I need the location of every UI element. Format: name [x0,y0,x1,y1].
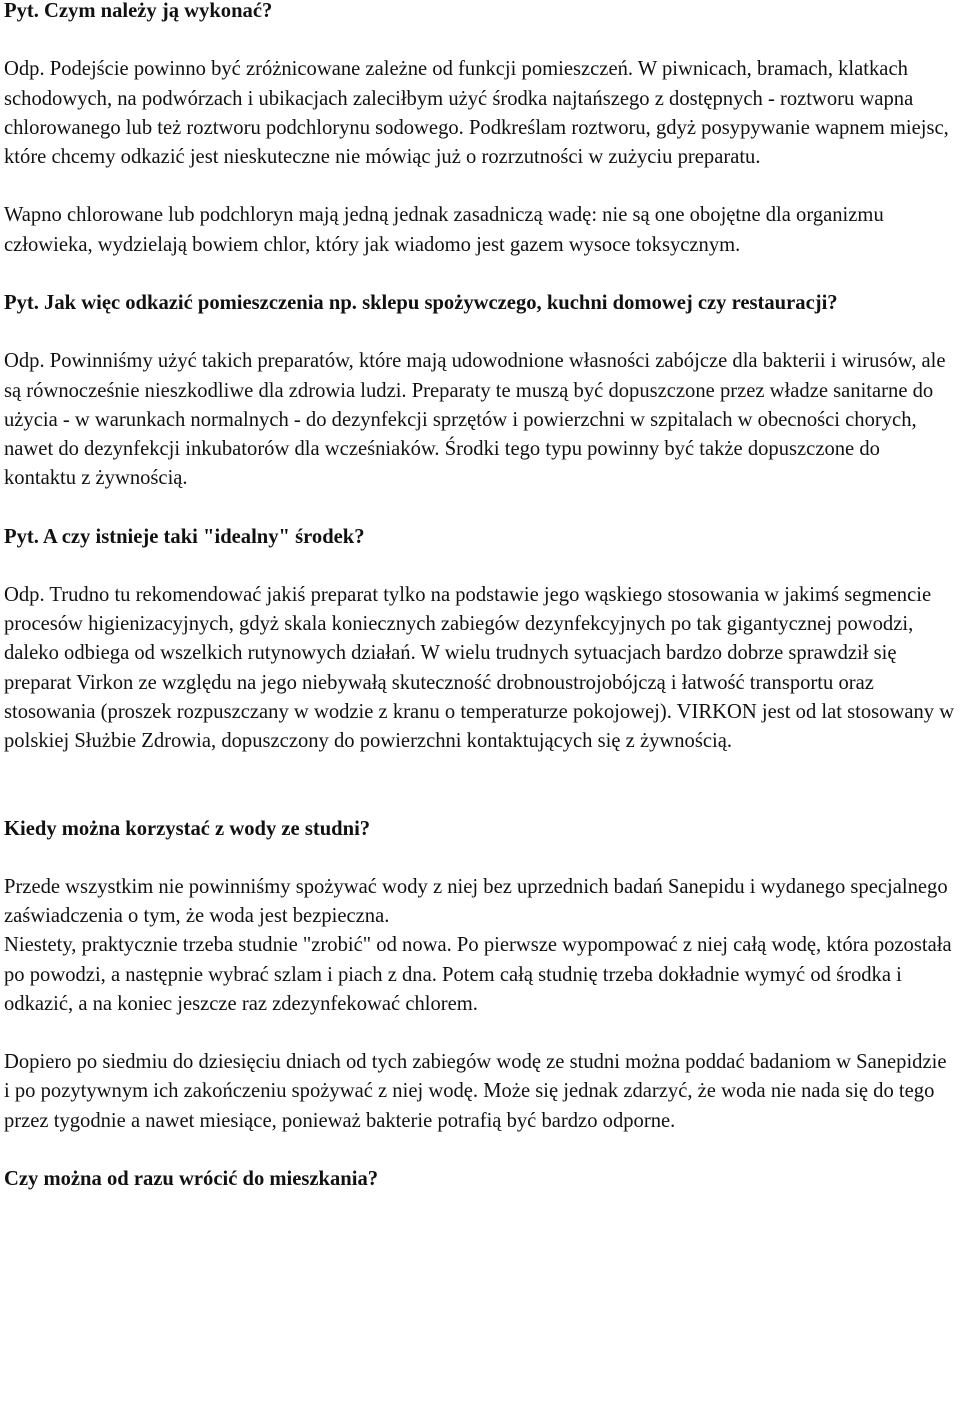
answer-chlorine-drawback: Wapno chlorowane lub podchloryn mają jedną jednak zasadniczą wadę: nie są one obojętne dla organizmu człowieka, wydzielają bowiem chlor, który jak wiadomo jest gazem wysoce toksycznym. [4,204,884,256]
question-how-to-disinfect: Pyt. Czym należy ją wykonać? [4,0,273,22]
document-page [4,0,956,1194]
answer-approach: Odp. Podejście powinno być zróżnicowane zależne od funkcji pomieszczeń. W piwnicach, bramach, klatkach schodowych, na podwórzach i ubikacjach zaleciłbym użyć środka najtańszego z dostępnych - roztworu wapna chlorowanego lub też roztworu podchlorynu sodowego. Podkreślam roztworu, gdyż posypywanie wapnem miejsc, które chcemy odkazić jest nieskuteczne nie mówiąc już o rozrzutności w zużyciu preparatu. [4,58,949,168]
question-food-premises: Pyt. Jak więc odkazić pomieszczenia np. sklepu spożywczego, kuchni domowej czy restauracji? [4,291,838,314]
answer-sanepid-testing: Przede wszystkim nie powinniśmy spożywać wody z niej bez uprzednich badań Sanepidu i wydanego specjalnego zaświadczenia o tym, że woda jest bezpieczna. [4,875,948,928]
answer-approved-preparations: Odp. Powinniśmy użyć takich preparatów, które mają udowodnione własności zabójcze dla bakterii i wirusów, ale są równocześnie nieszkodliwe dla zdrowia ludzi. Preparaty te muszą być dopuszczone przez władze sanitarne do użycia - w warunkach normalnych - do dezynfekcji sprzętów i powierzchni w szpitalach w obecności chorych, nawet do dezynfekcji inkubatorów dla wcześniaków. Środki tego typu powinny być także dopuszczone do kontaktu z żywnością. [4,350,946,490]
answer-virkon: Odp. Trudno tu rekomendować jakiś preparat tylko na podstawie jego wąskiego stosowania w jakimś segmencie procesów higienizacyjnych, gdyż skala koniecznych zabiegów dezynfekcyjnych po tak gigantycznej powodzi, daleko odbiega od wszelkich rutynowych działań. W wielu trudnych sytuacjach bardzo dobrze sprawdził się preparat Virkon ze względu na jego niebywałą skuteczność drobnoustrojobójczą i łatwość transportu oraz stosowania (proszek rozpuszczany w wodzie z kranu o temperaturze pokojowej). VIRKON jest od lat stosowany w polskiej Służbie Zdrowia, dopuszczony do powierzchni kontaktujących się z żywnością. [4,583,955,752]
question-well-water: Kiedy można korzystać z wody ze studni? [4,817,371,840]
answer-waiting-period: Dopiero po siedmiu do dziesięciu dniach od tych zabiegów wodę ze studni można poddać badaniom w Sanepidzie i po pozytywnym ich zakończeniu spożywać z niej wodę. Może się jednak zdarzyć, że woda nie nada się do tego przez tygodnie a nawet miesiące, ponieważ bakterie potrafią być bardzo odporne. [4,1051,947,1132]
question-return-home: Czy można od razu wrócić do mieszkania? [4,1167,379,1190]
question-ideal-agent: Pyt. A czy istnieje taki "idealny" środek? [4,525,365,548]
answer-well-cleaning: Niestety, praktycznie trzeba studnie "zrobić" od nowa. Po pierwsze wypompować z niej całą wodę, która pozostała po powodzi, a następnie wybrać szlam i piach z dna. Potem całą studnię trzeba dokładnie wymyć od środka i odkazić, a na koniec jeszcze raz zdezynfekować chlorem. [4,934,952,1015]
